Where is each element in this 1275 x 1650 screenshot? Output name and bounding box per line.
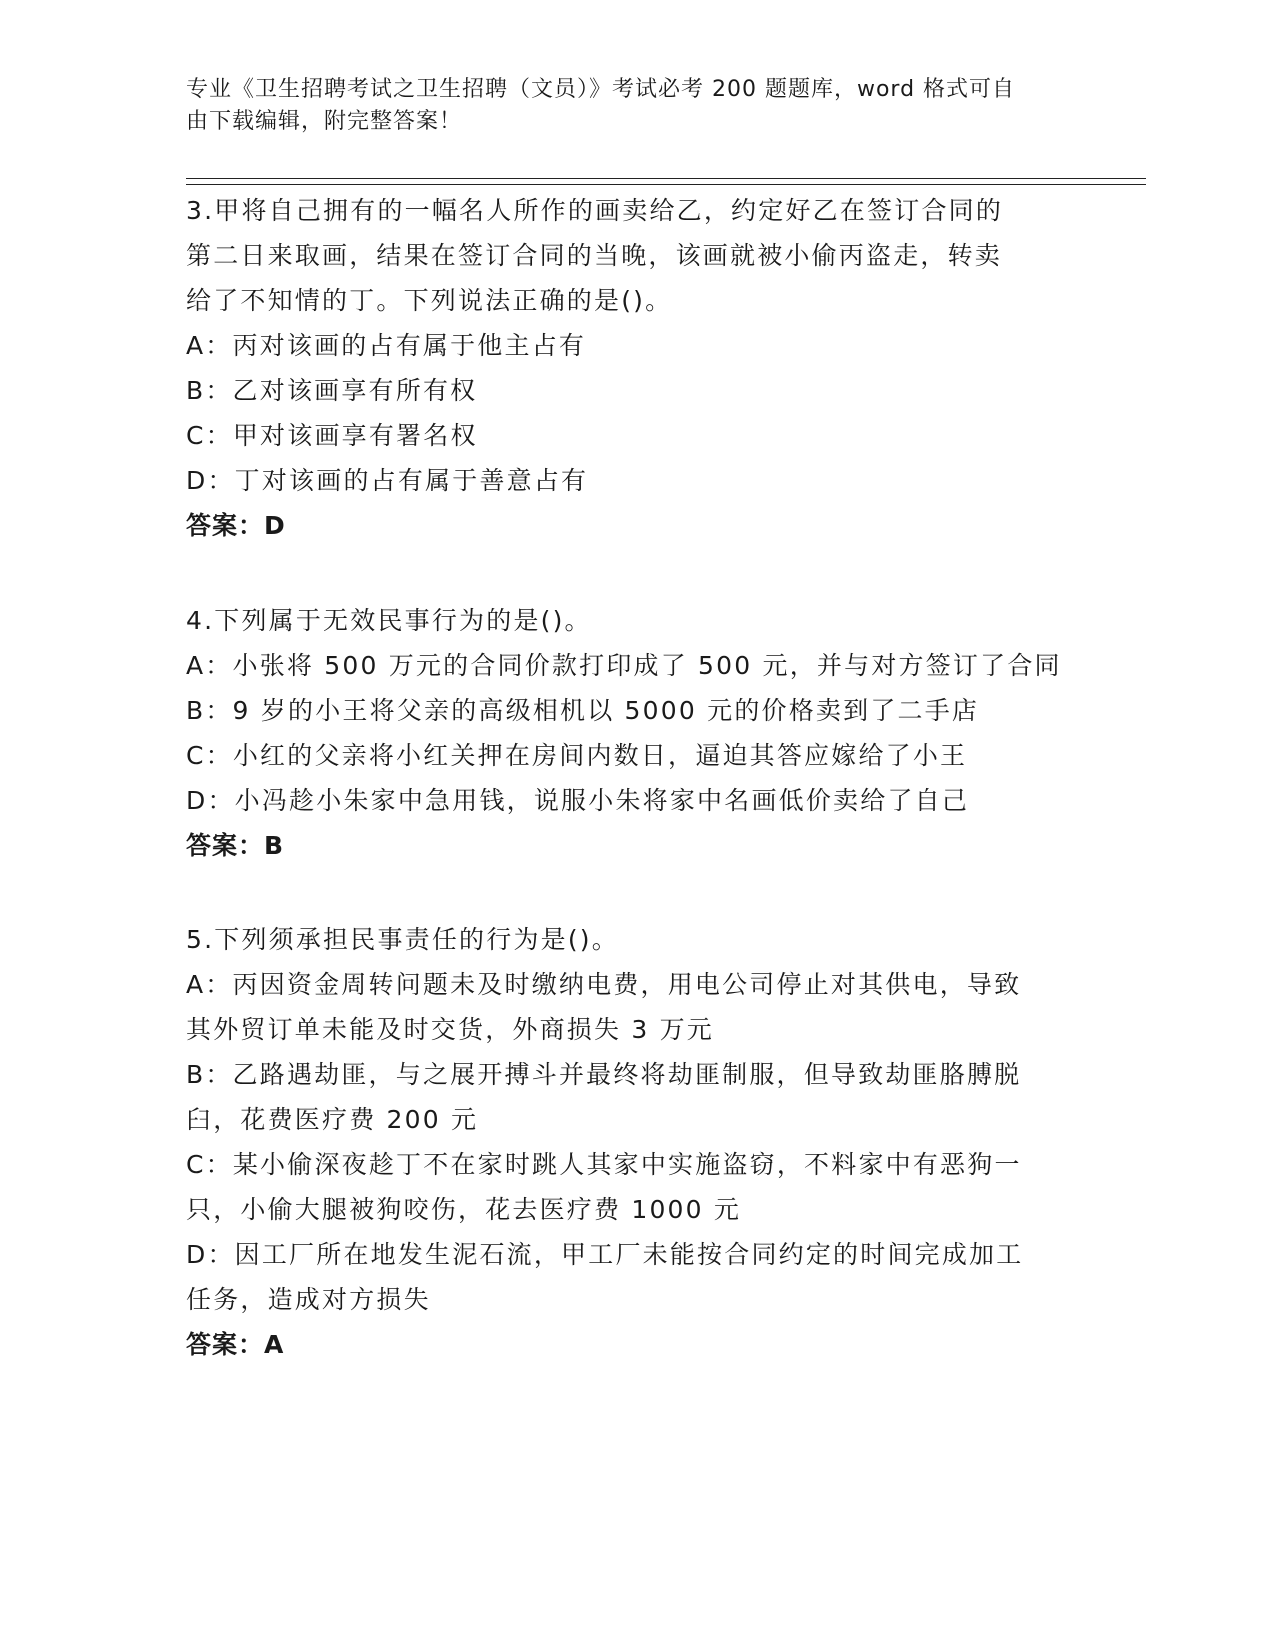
answer: 答案：D [186,511,286,540]
document-header [186,74,1066,138]
header-divider [186,184,1146,185]
option-a-cont: 其外贸订单未能及时交货，外商损失 3 万元 [186,1015,715,1044]
option-b: B：9 岁的小王将父亲的高级相机以 5000 元的价格卖到了二手店 [186,696,980,725]
question-stem-line: 3.甲将自己拥有的一幅名人所作的画卖给乙，约定好乙在签订合同的 [186,196,1004,225]
question-stem-line: 5.下列须承担民事责任的行为是()。 [186,925,619,954]
question-stem-line: 4.下列属于无效民事行为的是()。 [186,606,592,635]
answer: 答案：B [186,831,285,860]
option-a: A：小张将 500 万元的合同价款打印成了 500 元，并与对方签订了合同 [186,651,1062,680]
option-a: A：丙因资金周转问题未及时缴纳电费，用电公司停止对其供电，导致 [186,970,1022,999]
question-stem-line: 给了不知情的丁。下列说法正确的是()。 [186,286,673,315]
option-b: B：乙对该画享有所有权 [186,376,478,405]
option-c: C：甲对该画享有署名权 [186,421,478,450]
question-stem-line: 第二日来取画，结果在签订合同的当晚，该画就被小偷丙盗走，转卖 [186,241,1003,270]
option-a: A：丙对该画的占有属于他主占有 [186,331,587,360]
question-3 [186,188,1066,548]
option-d-cont: 任务，造成对方损失 [186,1285,431,1314]
option-c-cont: 只，小偷大腿被狗咬伤，花去医疗费 1000 元 [186,1195,742,1224]
answer: 答案：A [186,1330,285,1359]
option-c: C：某小偷深夜趁丁不在家时跳人其家中实施盗窃，不料家中有恶狗一 [186,1150,1022,1179]
header-line: 专业《卫生招聘考试之卫生招聘（文员）》考试必考 200 题题库，word 格式可自 [186,77,1016,102]
question-5 [186,917,1066,1367]
header-divider [186,178,1146,179]
option-b-cont: 臼，花费医疗费 200 元 [186,1105,479,1134]
option-b: B：乙路遇劫匪，与之展开搏斗并最终将劫匪制服，但导致劫匪胳膊脱 [186,1060,1022,1089]
option-d: D：因工厂所在地发生泥石流，甲工厂未能按合同约定的时间完成加工 [186,1240,1024,1269]
question-4 [186,598,1066,868]
option-c: C：小红的父亲将小红关押在房间内数日，逼迫其答应嫁给了小王 [186,741,968,770]
option-d: D：丁对该画的占有属于善意占有 [186,466,589,495]
option-d: D：小冯趁小朱家中急用钱，说服小朱将家中名画低价卖给了自己 [186,786,970,815]
header-line: 由下载编辑，附完整答案！ [186,109,463,134]
